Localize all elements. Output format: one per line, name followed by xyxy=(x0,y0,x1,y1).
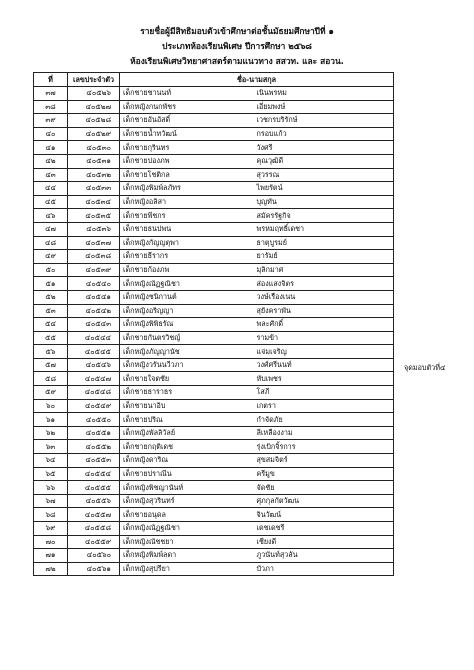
row-first-name: เด็กหญิงพิพิธรัณ xyxy=(123,319,174,329)
row-full-name xyxy=(120,508,394,522)
row-last-name: ศุภกุลกัตวัฒน xyxy=(256,496,300,506)
row-full-name xyxy=(120,345,394,359)
row-student-id: ๔๐๕๓๐ xyxy=(68,141,120,155)
row-last-name: ภูวนันท์สุวลัน xyxy=(256,550,298,560)
row-last-name: เอี่ยมพงษ์ xyxy=(256,101,286,111)
row-first-name: เด็กชายโชติกล xyxy=(123,169,170,179)
row-last-name: ไพยรัตน์ xyxy=(256,183,283,193)
row-student-id: ๔๐๕๓๔ xyxy=(68,195,120,209)
row-number: ๖๗ xyxy=(34,494,68,508)
row-student-id: ๔๐๕๒๙ xyxy=(68,127,120,141)
row-student-id: ๔๐๕๒๘ xyxy=(68,114,120,128)
row-student-id: ๔๐๕๔๘ xyxy=(68,386,120,400)
row-student-id: ๔๐๕๕๕ xyxy=(68,481,120,495)
table-row xyxy=(34,386,394,400)
row-student-id: ๔๐๕๕๙ xyxy=(68,535,120,549)
row-last-name: บัวภา xyxy=(256,564,274,574)
row-first-name: เด็กชายใจตชัย xyxy=(123,373,170,383)
row-first-name: เด็กหญิงพัลลิวัลย์ xyxy=(123,428,176,438)
row-student-id: ๔๐๕๔๕ xyxy=(68,345,120,359)
row-number: ๔๙ xyxy=(34,250,68,264)
row-first-name: เด็กหญิงสุปรียา xyxy=(123,564,170,574)
row-last-name: พละศักดิ์ xyxy=(256,319,284,329)
row-full-name xyxy=(120,195,394,209)
header-line-1: รายชื่อผู้มีสิทธิมอบตัวเข้าศึกษาต่อชั้นมัธยมศึกษาปีที่ ๑ xyxy=(140,26,334,36)
row-first-name: เด็กชายกันตรวิชญ์ xyxy=(123,332,181,342)
table-row xyxy=(34,562,394,576)
row-first-name: เด็กชายน้ำทวัฒน์ xyxy=(123,129,177,139)
row-number: ๖๔ xyxy=(34,454,68,468)
row-last-name: ยารัมย์ xyxy=(256,251,278,261)
row-full-name xyxy=(120,535,394,549)
row-number: ๗๒ xyxy=(34,562,68,576)
row-number: ๖๓ xyxy=(34,440,68,454)
row-student-id: ๔๐๕๖๑ xyxy=(68,562,120,576)
side-note: จุดมอบตัวที่๔ xyxy=(404,363,446,372)
row-last-name: เชียงดี xyxy=(256,536,277,546)
row-number: ๖๐ xyxy=(34,399,68,413)
table-row xyxy=(34,290,394,304)
table-header-row xyxy=(34,73,394,87)
row-full-name xyxy=(120,467,394,481)
row-student-id: ๔๐๕๕๖ xyxy=(68,494,120,508)
table-row xyxy=(34,87,394,101)
row-first-name: เด็กหญิงชนิกานต์ xyxy=(123,292,177,302)
row-last-name: บุญทัน xyxy=(256,197,277,207)
row-last-name: พรหมฤทธิ์เดชา xyxy=(256,224,305,234)
row-student-id: ๔๐๕๔๑ xyxy=(68,290,120,304)
table-row xyxy=(34,100,394,114)
row-last-name: ลีเหลืองงาม xyxy=(256,428,293,438)
row-first-name: เด็กหญิงสุวรินทร์ xyxy=(123,496,175,506)
row-first-name: เด็กชายกุรินทร xyxy=(123,142,170,152)
row-full-name xyxy=(120,549,394,563)
row-student-id: ๔๐๕๔๐ xyxy=(68,277,120,291)
row-number: ๔๐ xyxy=(34,127,68,141)
row-number: ๔๑ xyxy=(34,141,68,155)
table-row xyxy=(34,494,394,508)
row-number: ๖๑ xyxy=(34,413,68,427)
row-full-name xyxy=(120,263,394,277)
student-table xyxy=(33,72,394,576)
row-full-name xyxy=(120,318,394,332)
row-student-id: ๔๐๕๔๖ xyxy=(68,358,120,372)
table-row xyxy=(34,236,394,250)
table-row xyxy=(34,467,394,481)
row-number: ๔๔ xyxy=(34,182,68,196)
row-student-id: ๔๐๕๓๗ xyxy=(68,236,120,250)
row-last-name: แจ่มเจริญ xyxy=(256,346,287,356)
row-number: ๗๐ xyxy=(34,535,68,549)
row-number: ๕๐ xyxy=(34,263,68,277)
row-number: ๕๔ xyxy=(34,318,68,332)
row-last-name: เวชกรบริรักษ์ xyxy=(256,115,298,125)
row-last-name: ส่องแสงจิตร xyxy=(256,278,294,288)
row-full-name xyxy=(120,141,394,155)
row-student-id: ๔๐๕๔๓ xyxy=(68,318,120,332)
row-student-id: ๔๐๕๔๔ xyxy=(68,331,120,345)
table-row xyxy=(34,413,394,427)
row-first-name: เด็กหญิงกัญญตุพา xyxy=(123,237,179,247)
table-row xyxy=(34,114,394,128)
table-row xyxy=(34,522,394,536)
row-full-name xyxy=(120,209,394,223)
row-number: ๕๓ xyxy=(34,304,68,318)
row-full-name xyxy=(120,250,394,264)
row-student-id: ๔๐๕๕๒ xyxy=(68,440,120,454)
row-first-name: เด็กชายธาราธร xyxy=(123,387,173,397)
row-number: ๖๘ xyxy=(34,508,68,522)
row-first-name: เด็กหญิงพิมพ์ลดา xyxy=(123,550,177,560)
row-full-name xyxy=(120,127,394,141)
row-first-name: เด็กชายอนุดล xyxy=(123,509,166,519)
row-full-name xyxy=(120,494,394,508)
table-row xyxy=(34,195,394,209)
table-row xyxy=(34,222,394,236)
row-last-name: เกตรา xyxy=(256,400,276,410)
table-row xyxy=(34,399,394,413)
row-number: ๕๒ xyxy=(34,290,68,304)
table-body xyxy=(34,87,394,576)
table-row xyxy=(34,345,394,359)
row-full-name xyxy=(120,154,394,168)
row-last-name: หับเพชร xyxy=(256,373,282,383)
row-first-name: เด็กหญิงพิมพ์ลภัทร xyxy=(123,183,181,193)
row-student-id: ๔๐๕๓๑ xyxy=(68,154,120,168)
row-first-name: เด็กหญิงดาริณ xyxy=(123,455,169,465)
row-number: ๕๖ xyxy=(34,345,68,359)
row-number: ๔๓ xyxy=(34,168,68,182)
row-first-name: เด็กชายธนปพน xyxy=(123,224,172,234)
row-student-id: ๔๐๕๓๓ xyxy=(68,182,120,196)
row-last-name: สุวรรณ xyxy=(256,169,280,179)
row-last-name: กำจัดภัย xyxy=(256,414,283,424)
table-row xyxy=(34,168,394,182)
row-first-name: เด็กชายชานนท์ xyxy=(123,88,172,98)
row-student-id: ๔๐๕๒๗ xyxy=(68,100,120,114)
row-last-name: รามข้า xyxy=(256,332,279,342)
row-last-name: ครีมูข xyxy=(256,468,275,478)
row-student-id: ๔๐๕๓๒ xyxy=(68,168,120,182)
row-first-name: เด็กหญิงภัญญานัช xyxy=(123,346,180,356)
row-number: ๕๘ xyxy=(34,372,68,386)
row-full-name xyxy=(120,481,394,495)
row-number: ๔๖ xyxy=(34,209,68,223)
table-row xyxy=(34,154,394,168)
row-last-name: รุ่งเบิกจิ้รการ xyxy=(256,441,296,451)
row-student-id: ๔๐๕๖๐ xyxy=(68,549,120,563)
row-full-name xyxy=(120,236,394,250)
row-full-name xyxy=(120,331,394,345)
table-row xyxy=(34,209,394,223)
row-first-name: เด็กชายธีรากร xyxy=(123,251,169,261)
row-full-name xyxy=(120,114,394,128)
row-full-name xyxy=(120,100,394,114)
row-student-id: ๔๐๕๕๗ xyxy=(68,508,120,522)
header-line-2: ประเภทห้องเรียนพิเศษ ปีการศึกษา ๒๕๖๘ xyxy=(162,41,312,51)
table-row xyxy=(34,127,394,141)
row-full-name xyxy=(120,386,394,400)
row-number: ๖๙ xyxy=(34,522,68,536)
row-student-id: ๔๐๕๕๐ xyxy=(68,413,120,427)
table-row xyxy=(34,481,394,495)
row-first-name: เด็กหญิงณัชชยา xyxy=(123,536,174,546)
row-full-name xyxy=(120,440,394,454)
row-last-name: คุณวุฒิดี xyxy=(256,156,284,166)
row-first-name: เด็กหญิงณัฏฐณิชา xyxy=(123,523,180,533)
row-student-id: ๔๐๕๓๘ xyxy=(68,250,120,264)
table-row xyxy=(34,318,394,332)
row-first-name: เด็กชายกฤติเดช xyxy=(123,441,173,451)
row-full-name xyxy=(120,182,394,196)
row-first-name: เด็กชายปริณ xyxy=(123,414,163,424)
row-number: ๔๘ xyxy=(34,236,68,250)
table-row xyxy=(34,331,394,345)
row-student-id: ๔๐๕๔๗ xyxy=(68,372,120,386)
row-number: ๖๖ xyxy=(34,481,68,495)
row-last-name: วังศรี xyxy=(256,142,273,152)
table-row xyxy=(34,263,394,277)
row-full-name xyxy=(120,522,394,536)
table-row xyxy=(34,372,394,386)
row-first-name: เด็กชายปองภพ xyxy=(123,156,170,166)
table-row xyxy=(34,454,394,468)
row-first-name: เด็กชายอันอัสดิ์ xyxy=(123,115,171,125)
row-last-name: วงษ์เรืองเนน xyxy=(256,292,296,302)
row-first-name: เด็กชายพีชกร xyxy=(123,210,166,220)
row-number: ๗๑ xyxy=(34,549,68,563)
table-row xyxy=(34,440,394,454)
table-row xyxy=(34,549,394,563)
row-number: ๓๘ xyxy=(34,100,68,114)
row-full-name xyxy=(120,562,394,576)
table-row xyxy=(34,535,394,549)
row-number: ๖๕ xyxy=(34,467,68,481)
row-student-id: ๔๐๕๓๕ xyxy=(68,209,120,223)
row-last-name: โสภี xyxy=(256,387,270,397)
row-last-name: สุยังคราพัน xyxy=(256,305,291,315)
row-full-name xyxy=(120,277,394,291)
row-full-name xyxy=(120,87,394,101)
row-first-name: เด็กหญิงวรันนวีวภา xyxy=(123,360,184,370)
row-number: ๕๗ xyxy=(34,358,68,372)
row-student-id: ๔๐๕๔๒ xyxy=(68,304,120,318)
row-first-name: เด็กชายปราณีน xyxy=(123,468,172,478)
row-student-id: ๔๐๕๕๓ xyxy=(68,454,120,468)
table-row xyxy=(34,358,394,372)
row-last-name: มุลิกมาศ xyxy=(256,265,284,275)
col-header-name: ชื่อ-นามสกุล xyxy=(120,73,394,87)
row-full-name xyxy=(120,372,394,386)
col-header-id: เลขประจำตัว xyxy=(68,73,120,87)
row-number: ๖๒ xyxy=(34,426,68,440)
row-last-name: เดชเดชรี xyxy=(256,523,285,533)
row-student-id: ๔๐๕๒๖ xyxy=(68,87,120,101)
row-first-name: เด็กหญิงณัฏฐณิชา xyxy=(123,278,180,288)
table-row xyxy=(34,141,394,155)
row-number: ๕๙ xyxy=(34,386,68,400)
row-full-name xyxy=(120,454,394,468)
row-first-name: เด็กชายก้องภพ xyxy=(123,265,170,275)
row-full-name xyxy=(120,399,394,413)
row-last-name: วงศ์ศรีนนท์ xyxy=(256,360,292,370)
row-last-name: กรอบแก้ว xyxy=(256,129,287,139)
row-full-name xyxy=(120,168,394,182)
row-last-name: ธาตุบูรมย์ xyxy=(256,237,287,247)
row-first-name: เด็กหญิงอลิสา xyxy=(123,197,166,207)
row-number: ๔๕ xyxy=(34,195,68,209)
header-line-3: ห้องเรียนพิเศษวิทยาศาสตร์ตามแนวทาง สสวท. และ สอวน. xyxy=(130,56,344,66)
col-header-number: ที่ xyxy=(34,73,68,87)
row-number: ๓๗ xyxy=(34,87,68,101)
table-row xyxy=(34,250,394,264)
row-full-name xyxy=(120,358,394,372)
table-row xyxy=(34,508,394,522)
row-student-id: ๔๐๕๓๖ xyxy=(68,222,120,236)
row-full-name xyxy=(120,222,394,236)
row-student-id: ๔๐๕๕๘ xyxy=(68,522,120,536)
row-number: ๔๒ xyxy=(34,154,68,168)
row-student-id: ๔๐๕๕๔ xyxy=(68,467,120,481)
row-last-name: สมัครรัฐกิจ xyxy=(256,210,291,220)
row-student-id: ๔๐๕๔๙ xyxy=(68,399,120,413)
table-row xyxy=(34,426,394,440)
row-full-name xyxy=(120,290,394,304)
row-student-id: ๔๐๕๓๙ xyxy=(68,263,120,277)
row-last-name: จินวัฒน์ xyxy=(256,509,282,519)
row-number: ๔๗ xyxy=(34,222,68,236)
table-row xyxy=(34,304,394,318)
row-full-name xyxy=(120,426,394,440)
row-last-name: สุขสมจิตร์ xyxy=(256,455,288,465)
row-first-name: เด็กหญิงอริญญา xyxy=(123,305,174,315)
row-number: ๕๑ xyxy=(34,277,68,291)
row-first-name: เด็กหญิงพิชญานันท์ xyxy=(123,482,184,492)
row-full-name xyxy=(120,304,394,318)
row-last-name: เนินพรหม xyxy=(256,88,287,98)
row-full-name xyxy=(120,413,394,427)
row-number: ๕๕ xyxy=(34,331,68,345)
document-header xyxy=(0,24,474,69)
row-last-name: จัดชัย xyxy=(256,482,275,492)
row-number: ๓๙ xyxy=(34,114,68,128)
row-student-id: ๔๐๕๕๑ xyxy=(68,426,120,440)
table-row xyxy=(34,182,394,196)
table-row xyxy=(34,277,394,291)
row-first-name: เด็กหญิงกนกพัชร xyxy=(123,101,176,111)
row-first-name: เด็กชายนาอิบ xyxy=(123,400,166,410)
